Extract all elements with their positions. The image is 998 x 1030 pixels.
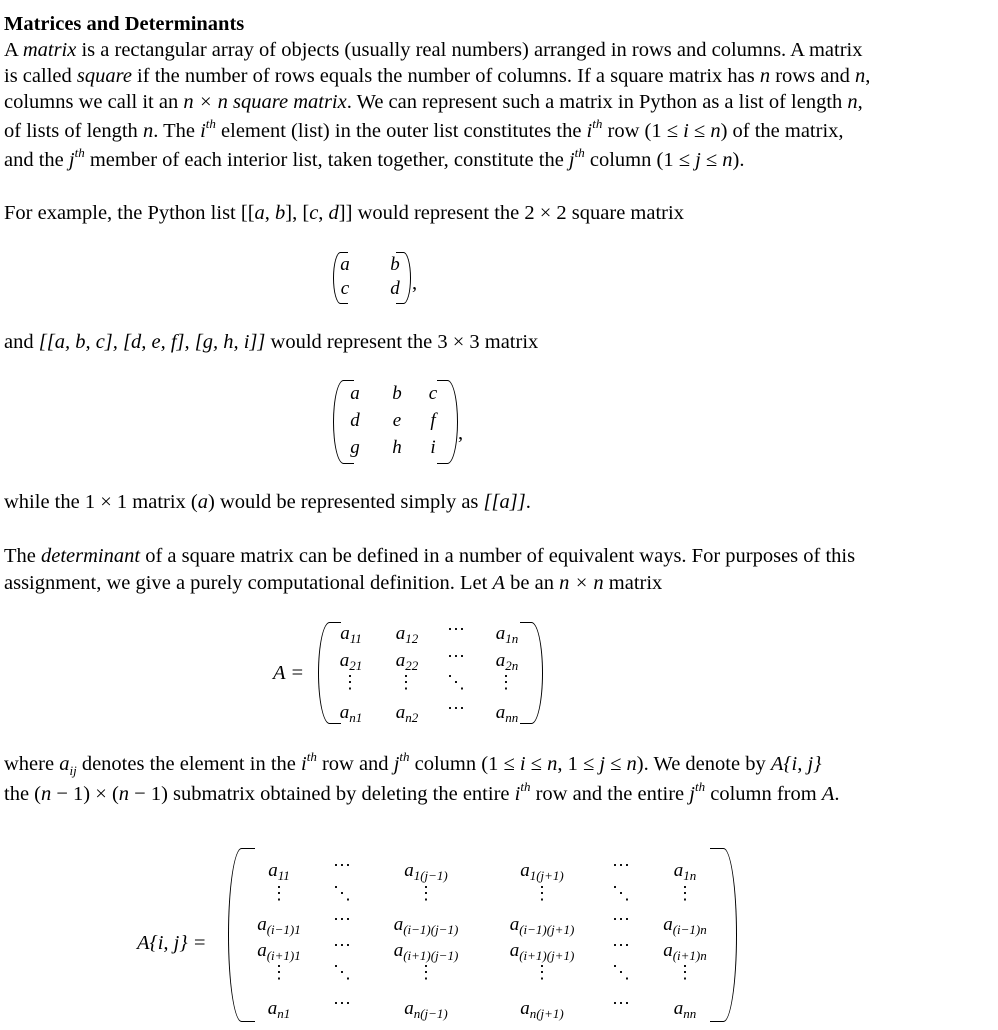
vdots: ⋮ xyxy=(533,962,551,982)
vdots: ⋮ xyxy=(676,962,694,982)
hdots: ⋯ xyxy=(447,646,465,666)
matrix-cell: $a_{(i-1)1}$ xyxy=(257,914,301,937)
hdots: ⋯ xyxy=(612,935,630,955)
vdots: ⋮ xyxy=(497,672,515,692)
para1-line3: columns we call it an n × n square matrix. We can represent such a matrix in Python as a list of length n, xyxy=(4,91,863,113)
para4: while the 1 × 1 matrix (a) would be represented simply as [[a]]. xyxy=(4,491,531,513)
matrix-cell: $a_{(i-1)(j+1)}$ xyxy=(509,914,575,937)
hdots: ⋯ xyxy=(333,993,351,1013)
vdots: ⋮ xyxy=(533,883,551,903)
ddots: ⋱ xyxy=(333,883,351,903)
matrix-cell: $a_{1(j+1)}$ xyxy=(520,860,564,883)
matrix-cell: $a_{1n}$ xyxy=(673,860,697,883)
matrix-A-label: A = xyxy=(273,662,305,684)
vdots: ⋮ xyxy=(397,672,415,692)
matrix-cell: $a_{n(j+1)}$ xyxy=(520,998,564,1021)
matrix-cell: $a_{(i+1)(j+1)}$ xyxy=(509,940,575,963)
hdots: ⋯ xyxy=(333,909,351,929)
matrix-cell: $a_{n1}$ xyxy=(267,998,291,1021)
matrix-cell: $a_{(i-1)n}$ xyxy=(663,914,707,937)
matrix-cell: $a_{nn}$ xyxy=(495,702,519,725)
para6-line2: the (n − 1) × (n − 1) submatrix obtained by deleting the entire $i^{th}$ row and the entire $j^{th}$ column from A. xyxy=(4,779,840,805)
matrix-cell: $a_{(i+1)n}$ xyxy=(663,940,707,963)
matrix-cell: a xyxy=(340,254,350,275)
vdots: ⋮ xyxy=(270,883,288,903)
matrix-cell: f xyxy=(430,410,436,431)
matrix-cell: $a_{12}$ xyxy=(395,623,419,646)
matrix-cell: $a_{2n}$ xyxy=(495,650,519,673)
vdots: ⋮ xyxy=(676,883,694,903)
matrix-cell: $a_{n(j-1)}$ xyxy=(404,998,448,1021)
section-heading: Matrices and Determinants xyxy=(4,13,245,35)
matrix-cell: d xyxy=(390,278,400,299)
matrix-cell: d xyxy=(350,410,360,431)
para5-line1: The determinant of a square matrix can be defined in a number of equivalent ways. For purposes of this xyxy=(4,545,856,567)
vdots: ⋮ xyxy=(417,883,435,903)
ddots: ⋱ xyxy=(447,672,465,692)
hdots: ⋯ xyxy=(612,855,630,875)
matrix-cell: $a_{(i-1)(j-1)}$ xyxy=(393,914,459,937)
para1-line5: and the $j^{th}$ member of each interior list, taken together, constitute the $j^{th}$ column (1 ≤ j ≤ n). xyxy=(4,145,745,171)
matrix-cell: $a_{1n}$ xyxy=(495,623,519,646)
matrix-cell: $a_{21}$ xyxy=(339,650,363,673)
para1-line4: of lists of length n. The $i^{th}$ element (list) in the outer list constitutes the $i^{th}$ row (1 ≤ i ≤ n) of the matrix, xyxy=(4,116,844,142)
matrix-cell: e xyxy=(392,410,402,431)
submatrix-label: A{i, j} = xyxy=(137,932,207,954)
matrix-cell: $a_{11}$ xyxy=(268,860,290,883)
para2: For example, the Python list [[a, b], [c, d]] would represent the 2 × 2 square matrix xyxy=(4,202,684,224)
matrix-cell: $a_{n2}$ xyxy=(395,702,419,725)
matrix-cell: $a_{(i+1)(j-1)}$ xyxy=(393,940,459,963)
hdots: ⋯ xyxy=(333,935,351,955)
vdots: ⋮ xyxy=(270,962,288,982)
para1-line2: is called square if the number of rows equals the number of columns. If a square matrix has n rows and n, xyxy=(4,65,871,87)
hdots: ⋯ xyxy=(447,698,465,718)
right-paren xyxy=(396,252,411,304)
matrix-cell: $a_{11}$ xyxy=(340,623,362,646)
matrix-cell: $a_{(i+1)1}$ xyxy=(257,940,301,963)
para6-line1: where $a_{ij}$ denotes the element in the $i^{th}$ row and $j^{th}$ column (1 ≤ i ≤ n, 1 ≤ j ≤ n). We denote by A{i, j} xyxy=(4,749,822,779)
matrix-cell: b xyxy=(392,383,402,404)
matrix-cell: h xyxy=(392,437,402,458)
para1-line1: A matrix is a rectangular array of objects (usually real numbers) arranged in rows and columns. A matrix xyxy=(4,39,863,61)
para3: and [[a, b, c], [d, e, f], [g, h, i]] would represent the 3 × 3 matrix xyxy=(4,331,539,353)
matrix-cell: $a_{22}$ xyxy=(395,650,419,673)
matrix-comma: , xyxy=(412,272,418,294)
para5-line2: assignment, we give a purely computational definition. Let A be an n × n matrix xyxy=(4,572,663,594)
ddots: ⋱ xyxy=(612,883,630,903)
matrix-cell: a xyxy=(350,383,360,404)
matrix-cell: c xyxy=(340,278,350,299)
hdots: ⋯ xyxy=(447,619,465,639)
ddots: ⋱ xyxy=(333,962,351,982)
vdots: ⋮ xyxy=(417,962,435,982)
hdots: ⋯ xyxy=(612,909,630,929)
matrix-cell: g xyxy=(350,437,360,458)
matrix-cell: $a_{n1}$ xyxy=(339,702,363,725)
vdots: ⋮ xyxy=(341,672,359,692)
matrix-cell: $a_{nn}$ xyxy=(673,998,697,1021)
matrix-cell: b xyxy=(390,254,400,275)
ddots: ⋱ xyxy=(612,962,630,982)
matrix-cell: i xyxy=(430,437,436,458)
matrix-cell: $a_{1(j-1)}$ xyxy=(404,860,448,883)
matrix-cell: c xyxy=(428,383,438,404)
hdots: ⋯ xyxy=(333,855,351,875)
hdots: ⋯ xyxy=(612,993,630,1013)
matrix-comma: , xyxy=(458,422,464,444)
